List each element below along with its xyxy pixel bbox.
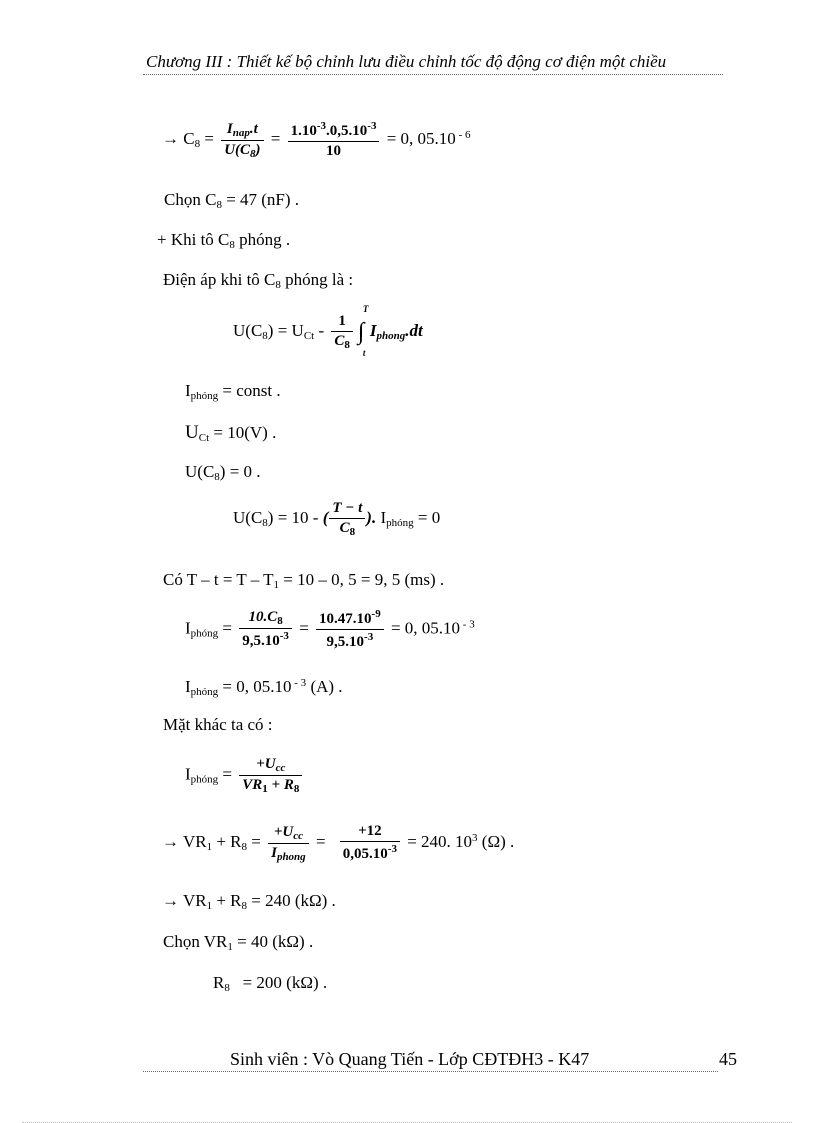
fraction: $\frac{+U_{cc}}{I_{phong}}$ (268, 824, 309, 863)
fraction: $\frac{I_{nap}.t}{U(C_8)}$ (221, 121, 263, 160)
text-line: Mặt khác ta có : (163, 715, 273, 734)
equation-resistance: → $VR_1 + R_8$ = $\frac{+U_{cc}}{I_{phong}}$ = $\frac{+12}{0,05.10^{-3}}$ = 240. $10^3$ (Ω) . (162, 823, 515, 863)
text-line: $U_{Ct} = 10(V)$ . (185, 422, 277, 444)
text-line: $I_{phóng} = 0$, 05.10 $^{- 3}$ (A) . (185, 677, 343, 698)
fraction: $\frac{1.10^{-3}.0,5.10^{-3}}{10}$ (288, 120, 380, 160)
text-line: Chọn $C_8 = 47$ (nF) . (164, 190, 300, 211)
fraction: $\frac{1}{C_8}$ (331, 313, 353, 351)
page-header: Chương III : Thiết kế bộ chỉnh lưu điều chỉnh tốc độ động cơ điện một chiều (146, 52, 667, 71)
text-line: $R_8 = 200$ (kΩ) . (213, 973, 328, 994)
equation-discharge-current: $I_{phóng}$ = $\frac{10.C_8}{9,5.10^{-3}}$ = $\frac{10.47.10^{-9}}{9,5.10^{-3}}$ = 0, 05.10 $^{- 3}$ (185, 608, 475, 650)
text-line: $U(C_8) = 0$ . (185, 462, 261, 483)
equation-discharge-voltage: $U(C_8) = U_{Ct}$ - $\frac{1}{C_8}$ T ∫ t $I_{phong}.dt$ (233, 304, 423, 358)
text-line: $I_{phóng}$ = const . (185, 381, 281, 402)
page-footer: Sinh viên : Vò Quang Tiến - Lớp CĐTĐH3 - K47 (230, 1049, 590, 1069)
integral-sign: T ∫ t (357, 304, 369, 358)
equation-current-formula: $I_{phóng}$ = $\frac{+U_{cc}}{VR_1 + R_8}$ (185, 756, 305, 795)
equation-c8-charge: → $C_8$ = $\frac{I_{nap}.t}{U(C_8)}$ = $\frac{1.10^{-3}.0,5.10^{-3}}{10}$ = 0, 05.10 $^{- 6}$ (162, 120, 471, 160)
fraction: $\frac{T - t}{C_8}$ (329, 500, 365, 538)
page-number: 45 (719, 1049, 737, 1069)
text-line: + Khi tô $C_8$ phóng . (157, 230, 291, 251)
fraction: $\frac{+12}{0,05.10^{-3}}$ (340, 823, 400, 863)
equation-voltage-result: $U(C_8) = 10$ - ( $\frac{T - t}{C_8}$ ). $I_{phóng} = 0$ (233, 500, 441, 538)
fraction: $\frac{10.C_8}{9,5.10^{-3}}$ (239, 609, 292, 650)
text-line: Có $T - t = T - T_1 = 10 - 0$, 5 = 9, 5 (ms) . (163, 570, 445, 591)
fraction: $\frac{10.47.10^{-9}}{9,5.10^{-3}}$ (316, 608, 384, 651)
text-line: Điện áp khi tô $C_8$ phóng là : (163, 270, 354, 291)
text-line: Chọn $VR_1 = 40$ (kΩ) . (163, 932, 314, 953)
text-line: → $VR_1 + R_8 = 240$ (kΩ) . (162, 891, 336, 912)
header-divider (143, 74, 723, 75)
footer-divider (143, 1071, 718, 1072)
fraction: $\frac{+U_{cc}}{VR_1 + R_8}$ (239, 756, 302, 795)
